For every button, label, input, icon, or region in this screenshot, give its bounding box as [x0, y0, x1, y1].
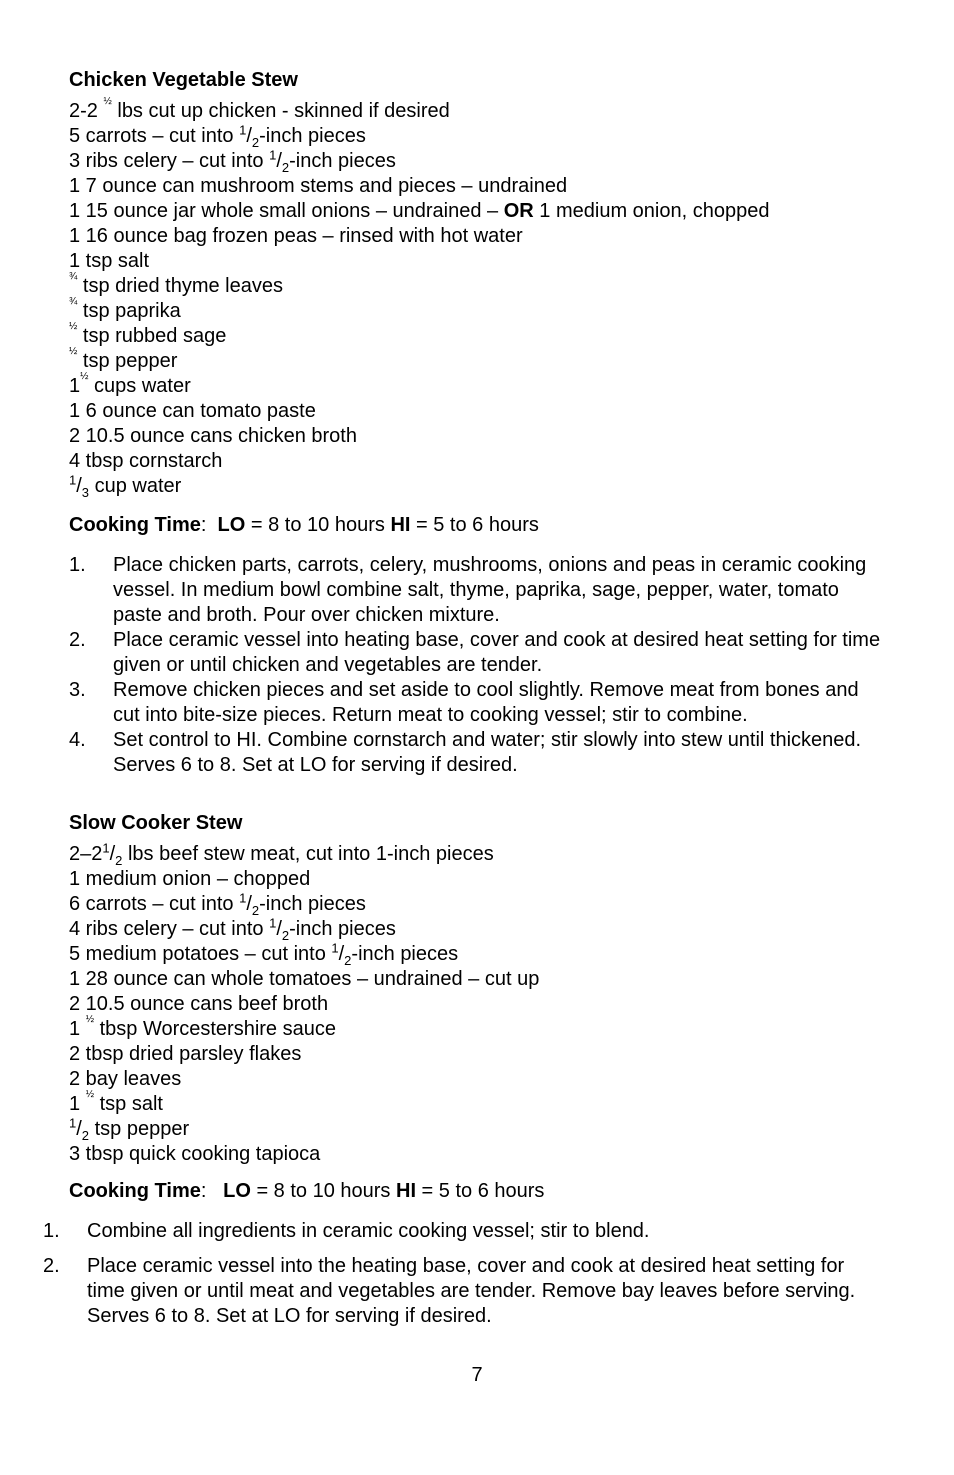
hi-label: HI	[396, 1180, 416, 1202]
fraction-denominator: 2	[281, 160, 290, 175]
fraction-slash: /	[246, 125, 252, 147]
ingredient-text: 5 medium potatoes – cut into	[69, 943, 332, 965]
ingredient-text: tsp pepper	[77, 350, 178, 372]
fraction-glyph: ½	[69, 321, 78, 332]
ingredient-item	[69, 424, 894, 449]
step-number: 2.	[69, 629, 86, 651]
ingredient-text: 1 16 ounce bag frozen peas – rinsed with hot water	[69, 225, 523, 247]
recipe-title: Chicken Vegetable Stew	[69, 69, 298, 91]
ingredient-text: -inch pieces	[351, 943, 459, 965]
ingredient-item	[69, 1042, 894, 1067]
ingredient-text: 1	[69, 375, 81, 397]
step-number: 3.	[69, 679, 86, 701]
step-text: Set control to HI. Combine cornstarch and water; stir slowly into stew until thickened. Serves 6 to 8. Set at LO for serving if desired.	[113, 729, 862, 776]
fraction-glyph: ¾	[69, 271, 78, 282]
fraction-numerator: 1	[239, 122, 247, 138]
fraction-glyph: ½	[69, 346, 78, 357]
ingredient-text: 2 bay leaves	[69, 1068, 182, 1090]
fraction-glyph: ¾	[69, 296, 78, 307]
fraction-slash: /	[338, 943, 345, 965]
ingredient-text: lbs cut up chicken - skinned if desired	[111, 100, 450, 122]
fraction-slash: /	[246, 893, 252, 915]
ingredient-text: 6 carrots – cut into	[69, 893, 240, 915]
recipe-chicken-vegetable-stew	[69, 68, 894, 499]
ingredient-item	[69, 967, 894, 992]
fraction-denominator: 2	[251, 135, 260, 150]
fraction-denominator: 2	[115, 853, 123, 868]
step-text: Place chicken parts, carrots, celery, mushrooms, onions and peas in ceramic cooking vessel. In medium bowl combine salt, thyme, paprika, sage, pepper, water, tomato paste and broth. Pour over chicken mixture.	[113, 554, 867, 626]
step-text: Place ceramic vessel into the heating base, cover and cook at desired heat setting for time given or until meat and vegetables are tender. Remove bay leaves before serving. Serves 6 to 8. Set at LO for serving if desired.	[87, 1255, 856, 1327]
fraction-numerator: 1	[102, 840, 110, 856]
ingredient-text: 2-2	[69, 100, 104, 122]
fraction-glyph: ½	[85, 1089, 95, 1100]
instruction-step	[43, 1219, 880, 1244]
step-number: 2.	[43, 1255, 60, 1277]
ingredient-item	[69, 321, 894, 349]
ingredient-text: tsp salt	[94, 1093, 163, 1115]
instruction-list	[69, 553, 884, 778]
ingredient-text: tsp pepper	[89, 1118, 190, 1140]
instruction-step	[69, 628, 884, 678]
ingredient-text: 4 tbsp cornstarch	[69, 450, 223, 472]
ingredient-item	[69, 149, 894, 174]
ingredient-text: 1 15 ounce jar whole small onions – undrained –	[69, 200, 504, 222]
ingredient-emphasis: OR	[503, 200, 534, 222]
lo-time: = 8 to 10 hours	[250, 1180, 396, 1202]
ingredient-text: 4 ribs celery – cut into	[69, 918, 270, 940]
ingredient-item	[69, 842, 894, 867]
step-number: 1.	[69, 554, 86, 576]
ingredient-text: 1 medium onion – chopped	[69, 868, 311, 890]
ingredient-text: 1 tsp salt	[69, 250, 150, 272]
fraction-slash: /	[276, 150, 282, 172]
ingredient-item	[69, 1117, 894, 1142]
ingredient-item	[69, 1089, 894, 1117]
ingredient-item	[69, 1142, 894, 1167]
lo-label: LO	[223, 1180, 251, 1202]
ingredient-item	[69, 224, 894, 249]
ingredient-text: 2 10.5 ounce cans beef broth	[69, 993, 329, 1015]
ingredient-text: 1 medium onion, chopped	[533, 200, 770, 222]
ingredient-text: -inch pieces	[289, 150, 396, 172]
ingredient-text: lbs beef stew meat, cut into 1-inch pieces	[122, 843, 494, 865]
recipe-slow-cooker-stew	[69, 811, 894, 1167]
lo-label: LO	[217, 514, 246, 536]
ingredient-text: 1 7 ounce can mushroom stems and pieces – undrained	[69, 175, 568, 197]
page-number: 7	[471, 1364, 483, 1386]
ingredient-text: 2 tbsp dried parsley flakes	[69, 1043, 302, 1065]
fraction-numerator: 1	[331, 940, 339, 956]
ingredient-item	[69, 867, 894, 892]
fraction-numerator: 1	[269, 147, 277, 163]
ingredient-text: 1	[69, 1018, 86, 1040]
ingredient-text: cup water	[89, 475, 182, 497]
instruction-step	[43, 1254, 880, 1329]
fraction-denominator: 2	[251, 903, 260, 918]
fraction-denominator: 2	[281, 928, 290, 943]
ingredient-text: 3 ribs celery – cut into	[69, 150, 270, 172]
hi-time: = 5 to 6 hours	[410, 514, 539, 536]
ingredient-item	[69, 371, 894, 399]
fraction-slash: /	[76, 1118, 82, 1140]
fraction-slash: /	[76, 475, 82, 497]
cooking-time	[69, 1179, 894, 1204]
ingredient-item	[69, 399, 894, 424]
ingredient-list	[69, 842, 894, 1167]
step-number: 4.	[69, 729, 86, 751]
ingredient-item	[69, 174, 894, 199]
ingredient-item	[69, 917, 894, 942]
ingredient-item	[69, 992, 894, 1017]
cooking-time	[69, 513, 894, 538]
hi-label: HI	[390, 514, 411, 536]
ingredient-text: tsp paprika	[77, 300, 181, 322]
ingredient-item	[69, 346, 894, 374]
ingredient-item	[69, 942, 894, 967]
ingredient-item	[69, 474, 894, 499]
ingredient-text: 2–2	[69, 843, 103, 865]
fraction-glyph: ½	[85, 1014, 95, 1025]
fraction-slash: /	[276, 918, 282, 940]
cooking-time-label: Cooking Time	[69, 1180, 201, 1202]
fraction-numerator: 1	[69, 1115, 77, 1131]
instruction-step	[69, 678, 884, 728]
fraction-slash: /	[109, 843, 116, 865]
fraction-numerator: 1	[269, 915, 277, 931]
ingredient-text: 1 28 ounce can whole tomatoes – undrained – cut up	[69, 968, 540, 990]
ingredient-item	[69, 124, 894, 149]
fraction-denominator: 3	[81, 485, 90, 500]
ingredient-item	[69, 199, 894, 224]
ingredient-text: tbsp Worcestershire sauce	[94, 1018, 336, 1040]
fraction-glyph: ½	[103, 96, 112, 107]
cooking-time-label: Cooking Time	[69, 514, 201, 536]
ingredient-item	[69, 892, 894, 917]
ingredient-text: cups water	[88, 375, 191, 397]
fraction-denominator: 2	[81, 1128, 90, 1143]
lo-time: = 8 to 10 hours	[245, 514, 391, 536]
instruction-step	[69, 553, 884, 628]
step-text: Combine all ingredients in ceramic cooking vessel; stir to blend.	[87, 1220, 650, 1242]
ingredient-text: 2 10.5 ounce cans chicken broth	[69, 425, 357, 447]
cooking-time-separator: :	[200, 1180, 224, 1202]
hi-time: = 5 to 6 hours	[416, 1180, 545, 1202]
fraction-numerator: 1	[239, 890, 247, 906]
ingredient-text: 3 tbsp quick cooking tapioca	[69, 1143, 321, 1165]
fraction-glyph: ½	[80, 371, 89, 382]
ingredient-text: tsp rubbed sage	[77, 325, 227, 347]
ingredient-item	[69, 1067, 894, 1092]
ingredient-item	[69, 1014, 894, 1042]
recipe-title: Slow Cooker Stew	[69, 812, 243, 834]
ingredient-item	[69, 271, 894, 299]
ingredient-item	[69, 249, 894, 274]
ingredient-item	[69, 449, 894, 474]
ingredient-text: -inch pieces	[259, 125, 366, 147]
step-text: Place ceramic vessel into heating base, cover and cook at desired heat setting for time given or until chicken and vegetables are tender.	[113, 629, 881, 676]
ingredient-item	[69, 96, 894, 124]
ingredient-text: -inch pieces	[289, 918, 396, 940]
instruction-step	[69, 728, 884, 778]
ingredient-text: tsp dried thyme leaves	[77, 275, 283, 297]
step-number: 1.	[43, 1220, 60, 1242]
ingredient-text: -inch pieces	[259, 893, 366, 915]
ingredient-item	[69, 296, 894, 324]
ingredient-text: 1	[69, 1093, 86, 1115]
fraction-numerator: 1	[69, 472, 77, 488]
ingredient-text: 1 6 ounce can tomato paste	[69, 400, 316, 422]
ingredient-text: 5 carrots – cut into	[69, 125, 240, 147]
fraction-denominator: 2	[344, 953, 352, 968]
step-text: Remove chicken pieces and set aside to cool slightly. Remove meat from bones and cut into bite-size pieces. Return meat to cooking vessel; stir to combine.	[113, 679, 859, 726]
ingredient-list	[69, 96, 894, 500]
cooking-time-separator: :	[200, 514, 218, 536]
instruction-list	[43, 1219, 880, 1329]
